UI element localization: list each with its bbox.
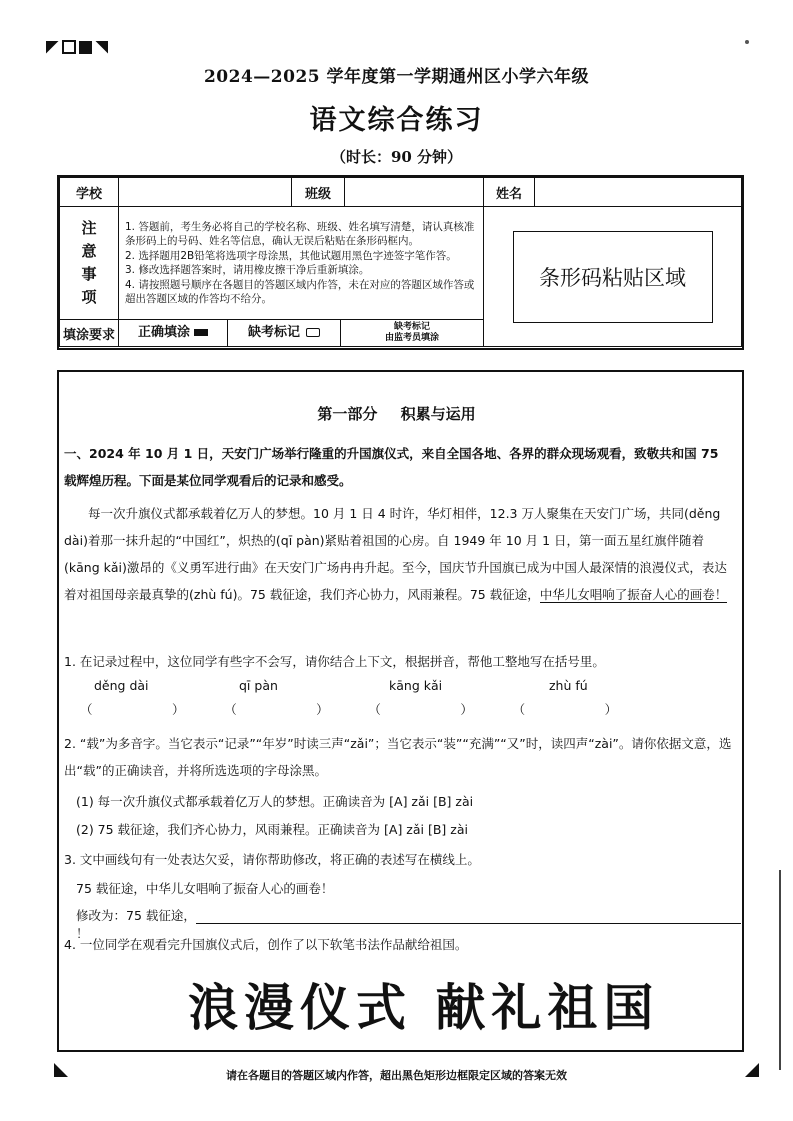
absent-mark-label: 缺考标记 bbox=[247, 325, 300, 340]
answer-fill-line[interactable] bbox=[196, 909, 741, 924]
calligraphy-artwork: 浪漫仪式 献礼祖国 bbox=[188, 978, 660, 1037]
correct-fill-label: 正确填涂 bbox=[137, 325, 190, 340]
question-3-sentence: 75 载征途，中华儿女唱响了振奋人心的画卷！ bbox=[76, 881, 334, 896]
question-2-1[interactable]: (1) 每一次升旗仪式都承载着亿万人的梦想。正确读音为 [A] zǎi [B] zài bbox=[76, 794, 474, 809]
passage-body bbox=[64, 500, 732, 608]
pinyin-item: kāng kǎi bbox=[389, 678, 443, 693]
student-info-box bbox=[57, 175, 744, 350]
note-item: 3. 修改选择题答案时，请用橡皮擦干净后重新填涂。 bbox=[125, 264, 370, 276]
note-item: 1. 答题前，考生务必将自己的学校名称、班级、姓名填写清楚，请认真核准条形码上的号码、姓名等信息，确认无误后粘贴在条形码框内。 bbox=[125, 220, 475, 247]
pinyin-item: qī pàn bbox=[239, 678, 278, 693]
question-1: 1. 在记录过程中，这位同学有些字不会写，请你结合上下文，根据拼音，帮他工整地写在括号里。 bbox=[64, 654, 605, 669]
fill-requirement-row bbox=[119, 320, 484, 347]
question-3: 3. 文中画线句有一处表达欠妥，请你帮助修改，将正确的表述写在横线上。 bbox=[64, 852, 480, 867]
barcode-cell bbox=[484, 207, 742, 347]
registration-box-icon bbox=[62, 40, 76, 54]
answer-parentheses[interactable]: （ ） （ ） （ ） （ ） bbox=[80, 702, 618, 717]
notes-list bbox=[119, 207, 484, 320]
question-4: 4. 一位同学在观看完升国旗仪式后，创作了以下软笔书法作品献给祖国。 bbox=[64, 937, 468, 952]
filled-mark-icon bbox=[194, 329, 208, 336]
pinyin-item: děng dài bbox=[94, 678, 149, 693]
passage-intro: 一、2024 年 10 月 1 日，天安门广场举行隆重的升国旗仪式，来自全国各地、各界的群众现场观看，致敬共和国 75 载辉煌历程。下面是某位同学观看后的记录和感受。 bbox=[64, 446, 719, 488]
question-2: 2. “载”为多音字。当它表示“记录”“年岁”时读三声“zǎi”；当它表示“装”“充满”“又”时，读四声“zài”。请你依据文意，选出“载”的正确读音，并将所选选项的字母涂黑。 bbox=[64, 736, 732, 778]
barcode-paste-area[interactable]: 条形码粘贴区域 bbox=[513, 231, 713, 323]
registration-triangle-icon bbox=[95, 41, 108, 54]
corner-registration-marks bbox=[46, 40, 108, 54]
registration-triangle-icon bbox=[46, 41, 59, 54]
school-label: 学校 bbox=[60, 178, 119, 207]
registration-square-icon bbox=[79, 41, 92, 54]
notes-label: 注 意 事 项 bbox=[60, 207, 119, 320]
exam-subject-title: 语文综合练习 bbox=[309, 105, 484, 136]
absent-mark-box-icon[interactable] bbox=[306, 328, 320, 337]
class-field[interactable] bbox=[345, 178, 484, 207]
exam-title-line1: 2024—2025 学年度第一学期通州区小学六年级 bbox=[203, 67, 590, 87]
fix-label: 修改为：75 载征途， bbox=[76, 908, 196, 923]
absent-note: 缺考标记 由监考员填涂 bbox=[384, 322, 439, 343]
name-label: 姓名 bbox=[484, 178, 535, 207]
fix-end: ！ bbox=[76, 926, 89, 941]
note-item: 2. 选择题用2B铅笔将选项字母涂黑，其他试题用黑色字迹签字笔作答。 bbox=[125, 249, 457, 262]
note-item: 4. 请按照题号顺序在各题目的答题区域内作答，未在对应的答题区域作答或超出答题区域的作答均不给分。 bbox=[125, 278, 475, 305]
section-title: 第一部分 积累与运用 bbox=[317, 405, 476, 423]
question-2-2[interactable]: (2) 75 载征途，我们齐心协力，风雨兼程。正确读音为 [A] zǎi [B] zài bbox=[76, 822, 468, 837]
pinyin-row bbox=[94, 678, 734, 693]
passage-text: 每一次升旗仪式都承载着亿万人的梦想。10 月 1 日 4 时许，华灯相伴，12.3 万人聚集在天安门广场，共同(děng dài)着那一抹升起的“中国红”，炽热的(qī pàn)紧贴着祖国的心房。自 1949 年 10 月 1 日，第一面五星红旗伴随着(kāng kǎi)激昂的《义勇军进行曲》在天安门广场冉冉升起。至今，国庆节升国旗已成为中国人最深情的浪漫仪式，表达着对祖国母亲最真挚的(zhù fú)。75 载征途，我们齐心协力，风雨兼程。75 载征途， bbox=[64, 506, 727, 602]
fill-requirement-label: 填涂要求 bbox=[60, 320, 119, 347]
underlined-sentence: 中华儿女唱响了振奋人心的画卷！ bbox=[539, 587, 728, 602]
name-field[interactable] bbox=[535, 178, 742, 207]
scan-edge-bar bbox=[779, 870, 781, 1070]
school-field[interactable] bbox=[119, 178, 292, 207]
footer-warning: 请在各题目的答题区域内作答，超出黑色矩形边框限定区域的答案无效 bbox=[226, 1069, 567, 1082]
pinyin-item: zhù fú bbox=[549, 678, 588, 693]
student-info-table bbox=[59, 177, 742, 347]
scan-dot bbox=[745, 40, 749, 44]
exam-duration: （时长：90 分钟） bbox=[330, 148, 463, 166]
class-label: 班级 bbox=[292, 178, 345, 207]
